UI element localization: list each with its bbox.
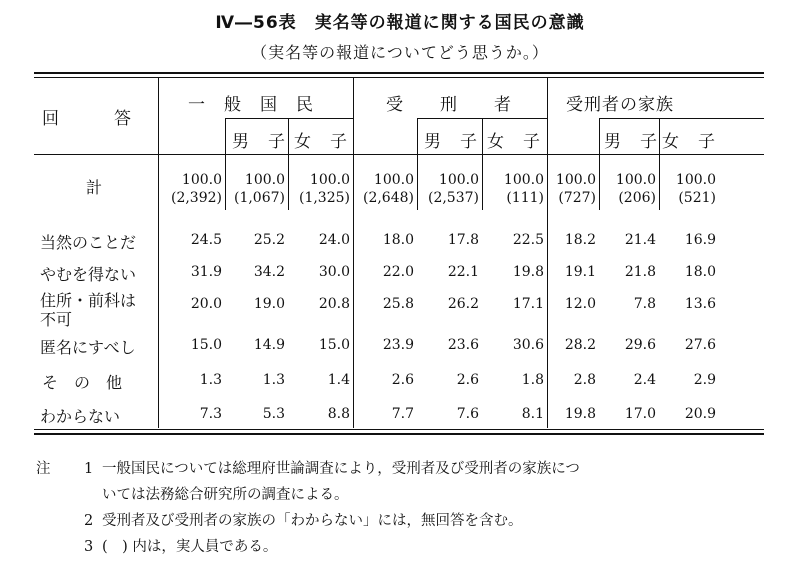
- value-general-female: 24.0: [318, 232, 350, 248]
- row-label: やむを得ない: [40, 265, 137, 284]
- value-inmates-male: 7.6: [456, 406, 479, 422]
- row-label-total: 計: [86, 178, 103, 197]
- value-families-total: 2.8: [573, 372, 596, 388]
- notes: [36, 456, 580, 560]
- value-inmates-female: 8.1: [521, 406, 544, 422]
- group-header-families: 受刑者の家族: [566, 95, 674, 115]
- top-rule-thick: [34, 72, 764, 74]
- value-general-female: 30.0: [318, 264, 350, 280]
- value-general-total: 7.3: [199, 406, 222, 422]
- value-inmates-total: 2.6: [391, 372, 414, 388]
- sub-header-general-female: 女 子: [294, 132, 348, 152]
- value-families-total: 19.8: [564, 406, 596, 422]
- sub-header-inmates-female: 女 子: [487, 132, 541, 152]
- sub-header-families-male: 男 子: [604, 132, 658, 152]
- total-count-general-total: (2,392): [170, 190, 222, 206]
- value-inmates-female: 30.6: [512, 337, 544, 353]
- total-count-inmates-female: (111): [506, 190, 544, 206]
- value-families-female: 20.9: [684, 406, 716, 422]
- value-families-total: 28.2: [564, 337, 596, 353]
- value-general-female: 20.8: [318, 296, 350, 312]
- total-value-general-total: 100.0: [181, 172, 222, 188]
- value-families-total: 12.0: [564, 296, 596, 312]
- total-count-families-total: (727): [558, 190, 596, 206]
- total-value-inmates-total: 100.0: [373, 172, 414, 188]
- value-inmates-female: 19.8: [512, 264, 544, 280]
- value-inmates-female: 17.1: [512, 296, 544, 312]
- value-general-female: 15.0: [318, 337, 350, 353]
- value-inmates-total: 25.8: [382, 296, 414, 312]
- value-general-female: 8.8: [327, 406, 350, 422]
- value-families-male: 29.6: [624, 337, 656, 353]
- value-inmates-female: 22.5: [512, 232, 544, 248]
- total-count-inmates-male: (2,537): [427, 190, 479, 206]
- total-count-inmates-total: (2,648): [362, 190, 414, 206]
- sub-header-general-male: 男 子: [232, 132, 286, 152]
- value-general-male: 19.0: [253, 296, 285, 312]
- answer-col-header: 回 答: [42, 109, 132, 129]
- note-prefix: 注: [36, 461, 51, 477]
- total-count-general-male: (1,067): [233, 190, 285, 206]
- total-value-inmates-male: 100.0: [438, 172, 479, 188]
- note-text: 受刑者及び受刑者の家族の「わからない」には，無回答を含む。: [102, 513, 523, 529]
- group-underline-general: [225, 118, 353, 119]
- value-inmates-total: 18.0: [382, 232, 414, 248]
- row-label: そ の 他: [42, 373, 123, 392]
- value-families-male: 17.0: [624, 406, 656, 422]
- value-inmates-male: 22.1: [447, 264, 479, 280]
- value-families-male: 21.8: [624, 264, 656, 280]
- value-inmates-male: 17.8: [447, 232, 479, 248]
- group-header-general: 一 般 国 民: [188, 95, 314, 115]
- value-inmates-male: 2.6: [456, 372, 479, 388]
- note-3: [36, 534, 580, 560]
- note-text: 一般国民については総理府世論調査により，受刑者及び受刑者の家族につ: [102, 461, 580, 477]
- group-header-inmates: 受 刑 者: [386, 95, 512, 115]
- row-label: 当然のことだ: [40, 233, 137, 252]
- note-number: 3: [84, 539, 94, 555]
- total-count-general-female: (1,325): [298, 190, 350, 206]
- value-general-total: 31.9: [190, 264, 222, 280]
- note-text: いては法務総合研究所の調査による。: [102, 487, 349, 503]
- total-value-inmates-female: 100.0: [503, 172, 544, 188]
- value-families-male: 21.4: [624, 232, 656, 248]
- value-general-total: 15.0: [190, 337, 222, 353]
- value-general-female: 1.4: [327, 372, 350, 388]
- value-general-male: 5.3: [262, 406, 285, 422]
- value-general-male: 25.2: [253, 232, 285, 248]
- total-value-families-male: 100.0: [615, 172, 656, 188]
- row-label: 匿名にすべし: [40, 338, 136, 357]
- value-general-male: 34.2: [253, 264, 285, 280]
- group-underline-families: [599, 118, 764, 119]
- total-count-families-male: (206): [618, 190, 656, 206]
- value-general-male: 1.3: [262, 372, 285, 388]
- table-subtitle: （実名等の報道についてどう思うか。）: [251, 43, 549, 62]
- value-inmates-female: 1.8: [521, 372, 544, 388]
- row-label-continued: 不可: [40, 310, 73, 329]
- bottom-rule-thick: [34, 433, 764, 435]
- total-value-general-male: 100.0: [244, 172, 285, 188]
- header-bottom-rule: [34, 154, 764, 155]
- value-families-female: 18.0: [684, 264, 716, 280]
- value-general-total: 1.3: [199, 372, 222, 388]
- value-families-total: 18.2: [564, 232, 596, 248]
- value-families-male: 7.8: [633, 296, 656, 312]
- value-families-female: 13.6: [684, 296, 716, 312]
- sub-header-families-female: 女 子: [662, 132, 716, 152]
- value-inmates-total: 23.9: [382, 337, 414, 353]
- value-inmates-male: 26.2: [447, 296, 479, 312]
- value-inmates-male: 23.6: [447, 337, 479, 353]
- row-label: わからない: [40, 407, 121, 426]
- note-number: 1: [84, 461, 94, 477]
- value-inmates-total: 7.7: [391, 406, 414, 422]
- value-families-total: 19.1: [564, 264, 596, 280]
- value-families-male: 2.4: [633, 372, 656, 388]
- note-1-continued: [36, 482, 580, 508]
- value-families-female: 27.6: [684, 337, 716, 353]
- table-title: Ⅳ―56表 実名等の報道に関する国民の意識: [215, 13, 585, 33]
- value-inmates-total: 22.0: [382, 264, 414, 280]
- value-families-female: 16.9: [684, 232, 716, 248]
- value-families-female: 2.9: [693, 372, 716, 388]
- total-value-general-female: 100.0: [309, 172, 350, 188]
- sub-header-inmates-male: 男 子: [424, 132, 478, 152]
- total-count-families-female: (521): [678, 190, 716, 206]
- row-label: 住所・前科は: [40, 291, 137, 310]
- value-general-total: 24.5: [190, 232, 222, 248]
- value-general-male: 14.9: [253, 337, 285, 353]
- value-general-total: 20.0: [190, 296, 222, 312]
- note-2: [36, 508, 580, 534]
- note-number: 2: [84, 513, 94, 529]
- note-1: [36, 456, 580, 482]
- total-value-families-female: 100.0: [675, 172, 716, 188]
- top-rule-thin: [34, 77, 764, 78]
- note-text: ( ) 内は，実人員である。: [102, 539, 278, 555]
- bottom-rule-thin: [34, 429, 764, 430]
- total-value-families-total: 100.0: [555, 172, 596, 188]
